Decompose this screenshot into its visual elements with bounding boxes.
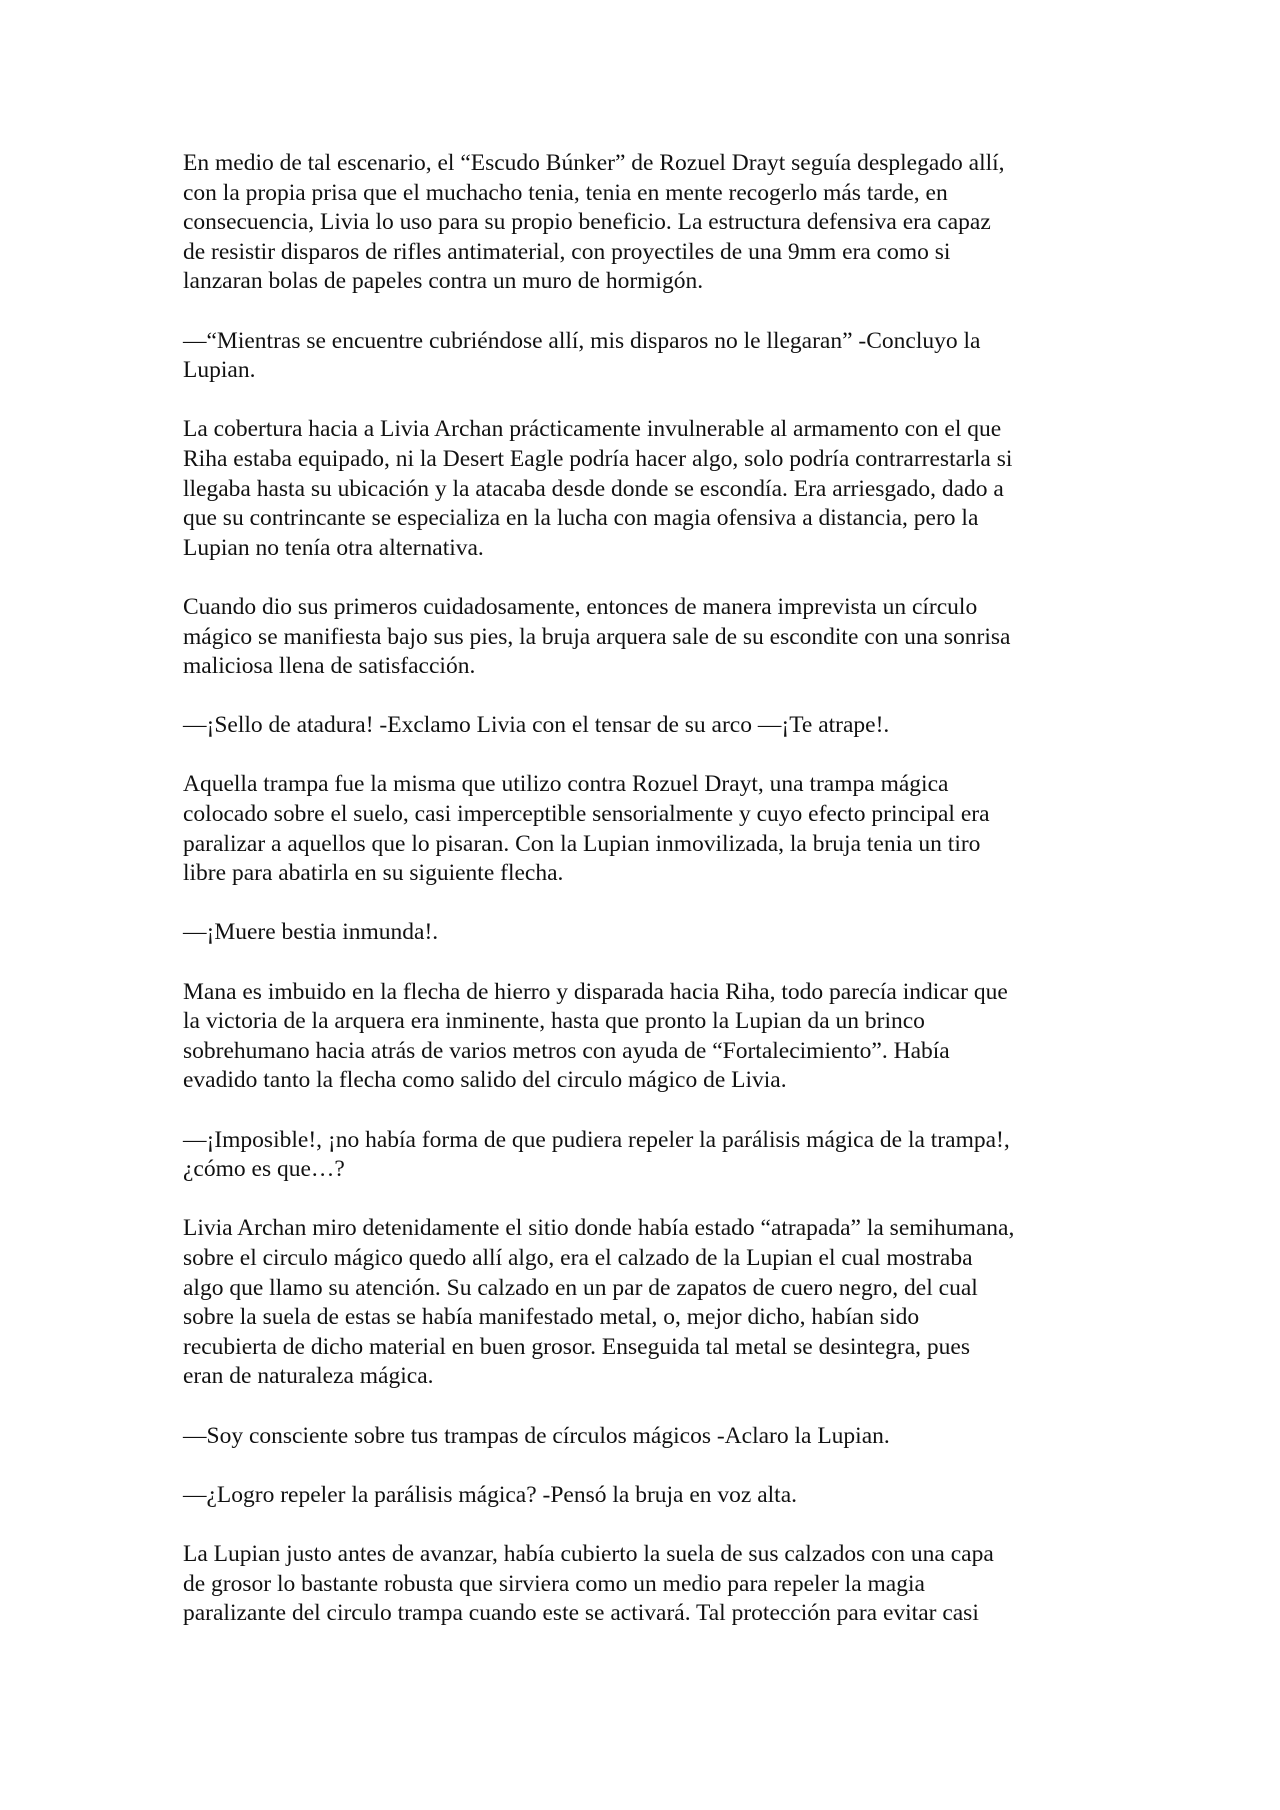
paragraph [183,327,1113,386]
text-line: —¡Sello de atadura! -Exclamo Livia con el tensar de su arco —¡Te atrape!. [183,712,890,739]
paragraph [183,770,1113,888]
text-line: evadido tanto la flecha como salido del circulo mágico de Livia. [183,1067,787,1094]
text-line: Riha estaba equipado, ni la Desert Eagle podría hacer algo, solo podría contrarrestarla si [183,445,1013,472]
text-line: paralizante del circulo trampa cuando este se activará. Tal protección para evitar casi [183,1600,979,1627]
text-line: sobrehumano hacia atrás de varios metros con ayuda de “Fortalecimiento”. Había [183,1037,950,1064]
text-line: llegaba hasta su ubicación y la atacaba desde donde se escondía. Era arriesgado, dado a [183,475,1004,502]
paragraph [183,593,1113,682]
text-line: Lupian. [183,357,256,384]
text-line: que su contrincante se especializa en la lucha con magia ofensiva a distancia, pero la [183,505,979,532]
text-line: colocado sobre el suelo, casi imperceptible sensorialmente y cuyo efecto principal era [183,801,990,828]
paragraph [183,1481,1113,1511]
paragraph [183,1126,1113,1185]
text-line: de grosor lo bastante robusta que sirviera como un medio para repeler la magia [183,1570,925,1597]
text-line: maliciosa llena de satisfacción. [183,653,476,680]
text-line: libre para abatirla en su siguiente flecha. [183,860,564,887]
text-line: ¿cómo es que…? [183,1156,345,1183]
text-line: sobre la suela de estas se había manifestado metal, o, mejor dicho, habían sido [183,1304,920,1331]
paragraph [183,415,1113,563]
text-line: con la propia prisa que el muchacho tenia, tenia en mente recogerlo más tarde, en [183,179,948,206]
text-line: paralizar a aquellos que lo pisaran. Con la Lupian inmovilizada, la bruja tenia un tiro [183,830,981,857]
text-line: —“Mientras se encuentre cubriéndose allí, mis disparos no le llegaran” -Concluyo la [183,327,981,354]
text-line: de resistir disparos de rifles antimaterial, con proyectiles de una 9mm era como si [183,238,951,265]
paragraph [183,918,1113,948]
text-line: lanzaran bolas de papeles contra un muro de hormigón. [183,268,704,295]
text-line: Aquella trampa fue la misma que utilizo contra Rozuel Drayt, una trampa mágica [183,771,949,798]
paragraph [183,149,1113,297]
text-line: Cuando dio sus primeros cuidadosamente, entonces de manera imprevista un círculo [183,593,978,620]
text-line: —¡Imposible!, ¡no había forma de que pudiera repeler la parálisis mágica de la trampa!, [183,1126,1010,1153]
text-line: Livia Archan miro detenidamente el sitio donde había estado “atrapada” la semihumana, [183,1215,1015,1242]
text-line: algo que llamo su atención. Su calzado en un par de zapatos de cuero negro, del cual [183,1274,978,1301]
text-line: —¿Logro repeler la parálisis mágica? -Pensó la bruja en voz alta. [183,1481,798,1508]
paragraph [183,711,1113,741]
text-line: La Lupian justo antes de avanzar, había cubierto la suela de sus calzados con una capa [183,1540,994,1567]
text-line: consecuencia, Livia lo uso para su propio beneficio. La estructura defensiva era capaz [183,209,991,236]
text-line: —¡Muere bestia inmunda!. [183,919,439,946]
text-line: Mana es imbuido en la flecha de hierro y disparada hacia Riha, todo parecía indicar que [183,978,1008,1005]
text-line: la victoria de la arquera era inminente, hasta que pronto la Lupian da un brinco [183,1008,925,1035]
text-line: eran de naturaleza mágica. [183,1363,434,1390]
paragraph [183,1422,1113,1452]
paragraph [183,1540,1113,1629]
text-line: —Soy consciente sobre tus trampas de círculos mágicos -Aclaro la Lupian. [183,1422,890,1449]
paragraph [183,978,1113,1096]
text-line: sobre el circulo mágico quedo allí algo, era el calzado de la Lupian el cual mostraba [183,1244,973,1271]
text-line: En medio de tal escenario, el “Escudo Búnker” de Rozuel Drayt seguía desplegado allí, [183,150,1005,176]
document-body [183,149,1113,1658]
text-line: Lupian no tenía otra alternativa. [183,534,484,561]
text-line: recubierta de dicho material en buen grosor. Enseguida tal metal se desintegra, pues [183,1333,970,1360]
text-line: La cobertura hacia a Livia Archan prácticamente invulnerable al armamento con el que [183,416,1002,443]
text-line: mágico se manifiesta bajo sus pies, la bruja arquera sale de su escondite con una sonrisa [183,623,1011,650]
paragraph [183,1214,1113,1392]
